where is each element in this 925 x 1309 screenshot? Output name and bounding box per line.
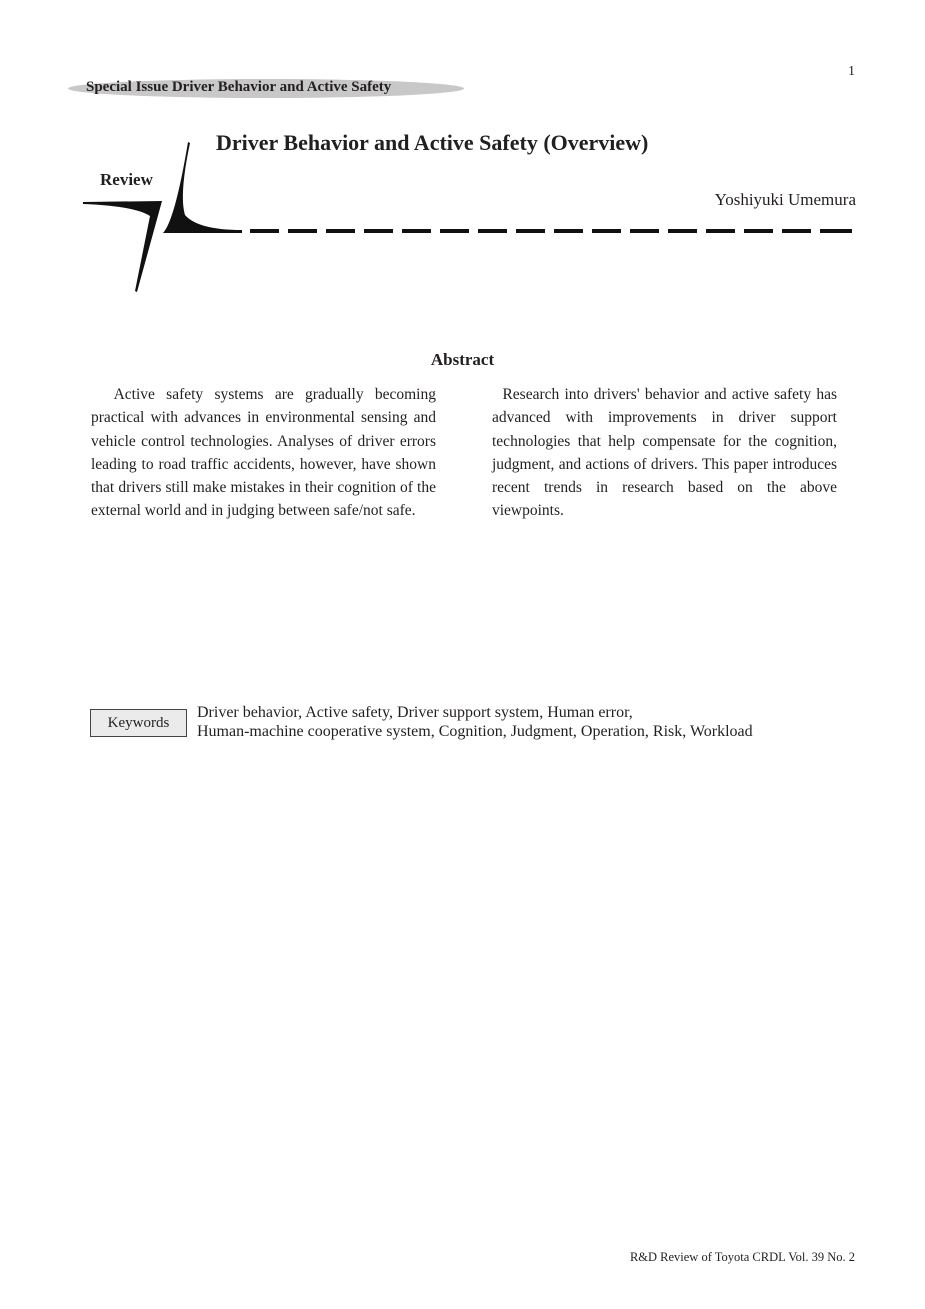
ornament-dashed-rule: [250, 229, 852, 233]
abstract-right-column: Research into drivers' behavior and active safety has advanced with improvements in driver support technologies that help compensate for the cognition, judgment, and actions of drivers. This paper introduces recent trends in research based on the above viewpoints.: [492, 386, 837, 520]
ornament-left-wedge: [83, 201, 162, 292]
keywords-list: [197, 703, 753, 741]
journal-footer: R&D Review of Toyota CRDL Vol. 39 No. 2: [629, 1250, 855, 1264]
section-label: Review: [100, 170, 153, 189]
issue-banner-text: Special Issue Driver Behavior and Active Safety: [86, 79, 392, 95]
author-name: Yoshiyuki Umemura: [714, 190, 856, 209]
keywords-line-2: Human-machine cooperative system, Cognition, Judgment, Operation, Risk, Workload: [197, 723, 753, 740]
abstract-left-column: Active safety systems are gradually becoming practical with advances in environmental sensing and vehicle control technologies. Analyses of driver errors leading to road traffic accidents, however, have shown that drivers still make mistakes in their cognition of the external world and in judging between safe/not safe.: [91, 386, 436, 520]
keywords-label: Keywords: [90, 709, 187, 737]
abstract-heading: Abstract: [430, 350, 495, 369]
paper-title: Driver Behavior and Active Safety (Overview): [216, 130, 649, 155]
title-ornament: [80, 140, 860, 295]
page-number: 1: [848, 64, 855, 79]
keywords-line-1: Driver behavior, Active safety, Driver support system, Human error,: [197, 704, 633, 721]
